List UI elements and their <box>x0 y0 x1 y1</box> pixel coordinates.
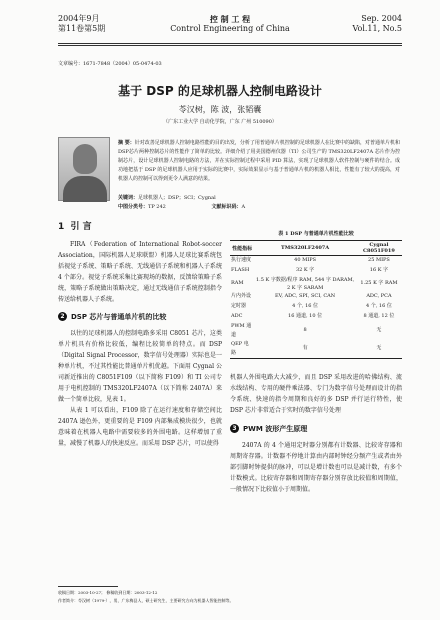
header-journal-en: Control Engineering of China <box>170 24 290 33</box>
table-caption: 表 1 DSP 与普通单片机性能比较 <box>278 231 354 237</box>
header-center <box>58 14 402 34</box>
table-cell: 32 K 字 <box>295 267 315 273</box>
table-cell: 定时器 <box>231 303 247 309</box>
table-header: TMS320LF2407A <box>254 241 356 256</box>
table-cell: EV, ADC, SPI, SCI, CAN <box>275 293 336 299</box>
section-3-title: PWM 波形产生原理 <box>243 425 308 433</box>
abstract-text: 针对改善足球机器人控制电路性能的目的出发，分析了用普通单片机控制的足球机器人在比赛中的缺陷，对普通单片机和DSP芯片两种控制芯片的性能作了简单的比较。详细介绍了用美国德州仪器（TI）公司生产的 TMS320LF2407A 芯片作为控制芯片，设计足球机器人控制电路的方法，并在实际控制过程中采用 PID 算法，实现了足球机器人软件控制与硬件的结合。成功地把基于 DSP 的足球机器人应用于实际的比赛中，实际效果显示与基于普通单片机的机器人相比，性能有了较大的提高，对机器人的控制可以得到更令人满意的结果。 <box>118 140 400 182</box>
clc-label: 中图分类号： <box>118 204 149 210</box>
keywords-label: 关键词： <box>118 195 139 201</box>
table-row <box>230 256 402 266</box>
doc-value: A <box>241 204 246 210</box>
footnote-received: 收稿日期：2003-10-27； 修稿收到日期：2003-12-12 <box>58 590 158 595</box>
abstract-label: 摘 要： <box>118 140 135 146</box>
section-2-text-continued: 从表 1 可以看出，F109 除了在运行速度和存储空间比 2407A 逊色外，更重要的是 F109 内部集成模块很少，也就意味着在机器人电路中需要较多的外围电路。这样增加了重量，减慢了机器人的快速反应。而采用 DSP 芯片，可以使得 <box>58 407 222 447</box>
header-volume-cn: 第11卷第5期 <box>58 24 106 33</box>
comparison-table <box>230 240 402 359</box>
clc-code <box>118 204 188 210</box>
table-cell: FLASH <box>231 267 250 273</box>
table-cell: 8 <box>303 327 307 333</box>
section-1-title: 引 言 <box>70 222 92 232</box>
doc-code <box>211 204 267 210</box>
table-row <box>230 312 402 322</box>
header-date-en: Sep. 2004 <box>361 14 402 23</box>
keywords <box>118 194 216 201</box>
section-2-text: 以往的足球机器人的控制电路多采用 C8051 芯片，这类单片机具有价格比较低，编程比较简单的特点。而 DSP（Digital Signal Processor，数字信号处理器）实际也是一种单片机，不过其性能比普通单片机优越。下面用 Cygnal 公司新近推出的 C8051F109（以下简称 F109）和 TI 公司专用于电机控制的 TMS320LF2407A（以下简称 2407A）来做一个简单比较，见表 1。 <box>58 330 222 403</box>
section-2-heading <box>58 312 222 323</box>
table-header: 性能指标 <box>230 241 254 256</box>
table-row <box>230 292 402 302</box>
section-1-heading <box>58 222 222 233</box>
table-cell: 无 <box>376 327 382 333</box>
table-cell: 1.5 K 字数据/程序 RAM, 544 字 DARAM, 2 K 字 SARAM <box>255 276 355 291</box>
section-1-text: FIRA（Federation of International Robot-soccer Association，国际机器人足球联盟）机器人足球比赛系统包括视觉子系统、策略子系统、无线通信子系统和机器人子系统 4 个部分。视觉子系统采集比赛现场的数据，反馈给策略子系统，策略子系统做出策略决定，通过无线通信子系统控制指令传送给机器人子系统。 <box>58 241 222 303</box>
classification <box>118 203 289 210</box>
right-column <box>230 372 402 495</box>
header-right <box>352 14 402 34</box>
author-photo-body <box>63 176 107 202</box>
table-header-row <box>230 241 402 256</box>
footnote-bio: 作者简介：苓汉树（1979-），男，广东梅县人，硕士研究生，主要研究方向为机器人智能控制等。 <box>58 598 234 603</box>
table-row <box>230 302 402 312</box>
table-cell: 无 <box>356 340 402 359</box>
table-header: Cygnal C8051F019 <box>356 241 402 256</box>
table-cell: 8 通道, 12 位 <box>363 313 395 319</box>
header-rule-second <box>58 45 402 46</box>
table-row <box>230 266 402 276</box>
table-cell: PWM 通道 <box>231 322 252 338</box>
table-cell: QEP 电路 <box>230 340 254 359</box>
left-column <box>58 222 222 449</box>
table-cell: 1.25 K 字 RAM <box>360 280 398 286</box>
section-3-heading <box>230 424 402 435</box>
table-cell: 40 MIPS <box>294 257 316 264</box>
keywords-text: 足球机器人；DSP；SCI；Cygnal <box>138 195 216 201</box>
section-2-title: DSP 芯片与普通单片机的比较 <box>71 313 167 321</box>
paper-title: 基于 DSP 的足球机器人控制电路设计 <box>118 84 322 98</box>
paper-affiliation: （广东工业大学 自动化学院，广东 广州 510090） <box>163 119 277 125</box>
header-date: 2004年9月 <box>58 14 100 23</box>
section-3-text: 2407A 的 4 个通用定时器分别都有计数器、比较寄存器和周期寄存器。计数器不停地计算由内部时钟经分频产生或者由外部引脚时钟提供的脉冲，可以是增计数也可以是减计数，有多个计数模式。比较寄存器和周期寄存器分别存放比较值和周期值，一般情况下比较值小于周期值。 <box>230 442 402 493</box>
author-photo-head <box>73 144 97 174</box>
table-row <box>230 322 402 340</box>
section-1-number: 1 <box>58 222 65 232</box>
author-photo <box>58 137 110 201</box>
header-journal-cn: 控 制 工 程 <box>209 14 251 24</box>
section-3-number: 3 <box>230 424 239 433</box>
table-row <box>230 276 402 292</box>
table-cell: 16 K 字 <box>369 267 389 273</box>
table-cell: 4 个, 16 位 <box>292 303 319 309</box>
paper-authors: 苓汉树，陈 波，张韬囊 <box>178 105 262 114</box>
table-cell: ADC, PCA <box>366 293 392 299</box>
table-cell: 片内外设 <box>231 293 252 299</box>
table-cell: 执行速度 <box>231 257 252 264</box>
footnote-rule <box>58 586 118 587</box>
header-volume-en: Vol.11, No.5 <box>352 24 402 33</box>
table-cell: RAM <box>231 280 244 286</box>
section-2-number: 2 <box>58 312 67 321</box>
doc-label: 文献标识码： <box>211 204 242 210</box>
running-header <box>58 14 402 40</box>
abstract <box>118 139 400 184</box>
table-cell: 25 MIPS <box>368 257 390 264</box>
table-cell: 16 通道, 10 位 <box>288 313 323 319</box>
table-cell: 4 个, 16 位 <box>365 303 392 309</box>
header-rule <box>58 43 402 44</box>
right-column-text: 机器人外围电路大大减少，而且 DSP 采用改进的哈佛结构、流水线结构、专用的硬件乘法器、专门为数字信号处理而设计的指令系统、快速的指令周期和良好的多 DSP 并行运行特性，使 DSP 芯片非常适合于实时的数字信号处理 <box>230 374 402 414</box>
clc-value: TP 242 <box>148 204 166 210</box>
table-cell: ADC <box>231 313 243 319</box>
table-cell: 有 <box>254 340 356 359</box>
table-row <box>230 340 402 359</box>
article-number: 文章编号：1671-7848（2004）05-0474-03 <box>58 61 162 67</box>
